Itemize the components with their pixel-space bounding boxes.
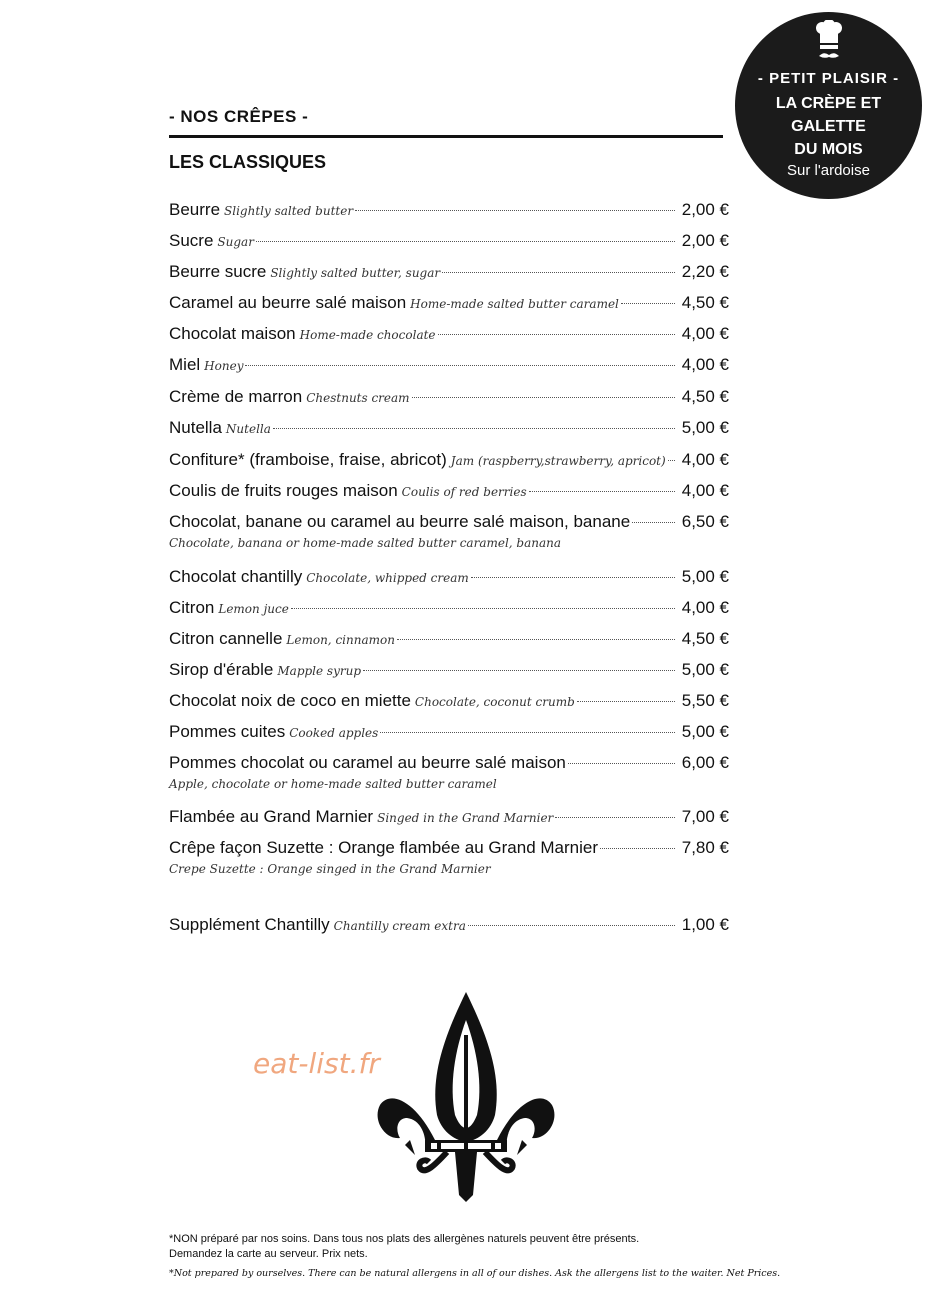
item-translation: Sugar	[217, 235, 254, 249]
item-price: 4,50 €	[681, 293, 729, 312]
menu-item	[169, 566, 729, 589]
item-name: Sirop d'érable	[169, 660, 274, 679]
item-name: Supplément Chantilly	[169, 915, 330, 934]
leader-dots	[438, 334, 675, 335]
leader-dots	[256, 241, 675, 242]
footer-line: *NON préparé par nos soins. Dans tous nos plats des allergènes naturels peuvent être présents.	[169, 1233, 640, 1245]
item-translation: Chocolate, coconut crumb	[414, 695, 575, 709]
item-name: Pommes chocolat ou caramel au beurre salé maison	[169, 753, 566, 772]
menu-item	[169, 386, 729, 409]
item-price: 5,50 €	[681, 691, 729, 710]
subsection-title: LES CLASSIQUES	[169, 152, 327, 172]
item-price: 2,20 €	[681, 262, 729, 281]
item-name: Chocolat chantilly	[169, 567, 303, 586]
item-price: 6,00 €	[681, 753, 729, 772]
item-translation: Coulis of red berries	[401, 485, 527, 499]
menu-item	[169, 511, 729, 551]
item-translation: Singed in the Grand Marnier	[377, 811, 554, 825]
badge-subtitle-line: DU MOIS	[794, 141, 863, 158]
chef-hat-icon	[813, 20, 845, 64]
leader-dots	[355, 210, 675, 211]
item-translation: Home-made chocolate	[299, 328, 436, 342]
item-price: 5,00 €	[681, 660, 729, 679]
item-name: Beurre	[169, 200, 221, 219]
item-price: 1,00 €	[681, 915, 729, 934]
leader-dots	[529, 491, 675, 492]
menu-item	[169, 261, 729, 284]
item-price: 2,00 €	[681, 231, 729, 250]
item-translation: Cooked apples	[289, 726, 379, 740]
leader-dots	[577, 701, 675, 702]
item-name: Beurre sucre	[169, 262, 267, 281]
leader-dots	[380, 732, 675, 733]
menu-item	[169, 837, 729, 877]
leader-dots	[273, 428, 675, 429]
menu-item	[169, 628, 729, 651]
item-translation: Apple, chocolate or home-made salted butter caramel	[169, 777, 497, 791]
footer-notes	[169, 1232, 781, 1281]
item-price: 4,00 €	[681, 324, 729, 343]
menu-item	[169, 230, 729, 253]
item-translation: Chocolate, banana or home-made salted butter caramel, banana	[169, 536, 562, 550]
item-name: Crème de marron	[169, 387, 303, 406]
item-translation: Jam (raspberry,strawberry, apricot)	[450, 454, 666, 468]
leader-dots	[621, 303, 675, 304]
item-translation: Honey	[204, 359, 244, 373]
item-name: Sucre	[169, 231, 214, 250]
item-translation: Slightly salted butter	[224, 204, 354, 218]
item-price: 5,00 €	[681, 722, 729, 741]
menu-item	[169, 752, 729, 792]
item-name: Chocolat maison	[169, 324, 296, 343]
leader-dots	[291, 608, 675, 609]
item-price: 4,00 €	[681, 355, 729, 374]
item-price: 5,00 €	[681, 418, 729, 437]
leader-dots	[468, 925, 675, 926]
item-translation: Nutella	[225, 422, 271, 436]
item-price: 4,00 €	[681, 450, 729, 469]
item-price: 6,50 €	[681, 512, 729, 531]
item-name: Pommes cuites	[169, 722, 286, 741]
leader-dots	[668, 460, 675, 461]
item-translation: Chantilly cream extra	[333, 919, 466, 933]
menu-item	[169, 659, 729, 682]
item-translation: Crepe Suzette : Orange singed in the Grand Marnier	[169, 862, 491, 876]
menu-item	[169, 806, 729, 829]
badge-subtitle-line: GALETTE	[791, 118, 866, 135]
footer-line: Demandez la carte au serveur. Prix nets.	[169, 1248, 368, 1260]
item-price: 4,00 €	[681, 481, 729, 500]
menu-item	[169, 354, 729, 377]
fleur-de-lis-icon	[375, 990, 557, 1205]
badge-subtitle-line: LA CRÈPE ET	[775, 95, 882, 112]
item-price: 5,00 €	[681, 567, 729, 586]
menu-item	[169, 449, 729, 472]
item-translation: Home-made salted butter caramel	[410, 297, 619, 311]
promo-badge	[735, 12, 922, 199]
item-name: Chocolat, banane ou caramel au beurre salé maison, banane	[169, 512, 631, 531]
badge-subtitle	[735, 92, 922, 161]
item-translation: Chocolate, whipped cream	[306, 571, 469, 585]
item-name: Coulis de fruits rouges maison	[169, 481, 398, 500]
item-translation: Lemon, cinnamon	[286, 633, 395, 647]
leader-dots	[397, 639, 675, 640]
leader-dots	[442, 272, 675, 273]
menu-item	[169, 690, 729, 713]
item-price: 7,80 €	[681, 838, 729, 857]
menu-item	[169, 480, 729, 503]
leader-dots	[555, 817, 675, 818]
item-name: Flambée au Grand Marnier	[169, 807, 374, 826]
item-name: Nutella	[169, 418, 222, 437]
item-name: Citron cannelle	[169, 629, 283, 648]
leader-dots	[600, 848, 675, 849]
menu-item	[169, 914, 729, 937]
item-price: 2,00 €	[681, 200, 729, 219]
item-name: Chocolat noix de coco en miette	[169, 691, 411, 710]
item-name: Caramel au beurre salé maison	[169, 293, 407, 312]
leader-dots	[632, 522, 675, 523]
menu-item	[169, 292, 729, 315]
item-translation: Slightly salted butter, sugar	[270, 266, 441, 280]
leader-dots	[245, 365, 675, 366]
item-price: 4,50 €	[681, 387, 729, 406]
item-price: 4,50 €	[681, 629, 729, 648]
menu-item	[169, 323, 729, 346]
footer-line: *Not prepared by ourselves. There can be natural allergens in all of our dishes. Ask the allergens list to the waiter. Net Prices.	[169, 1268, 781, 1279]
badge-note: Sur l'ardoise	[787, 162, 870, 179]
item-price: 4,00 €	[681, 598, 729, 617]
item-name: Miel	[169, 355, 201, 374]
leader-dots	[568, 763, 675, 764]
item-name: Confiture* (framboise, fraise, abricot)	[169, 450, 447, 469]
item-name: Crêpe façon Suzette : Orange flambée au Grand Marnier	[169, 838, 599, 857]
item-price: 7,00 €	[681, 807, 729, 826]
menu-item	[169, 417, 729, 440]
leader-dots	[412, 397, 675, 398]
item-translation: Mapple syrup	[277, 664, 362, 678]
section-title: - NOS CRÊPES -	[169, 107, 309, 126]
menu-item	[169, 597, 729, 620]
item-name: Citron	[169, 598, 215, 617]
section-divider	[169, 135, 723, 138]
leader-dots	[363, 670, 675, 671]
item-translation: Chestnuts cream	[306, 391, 410, 405]
watermark: eat-list.fr	[253, 1047, 380, 1080]
badge-title: - PETIT PLAISIR -	[757, 70, 900, 87]
item-translation: Lemon juce	[218, 602, 289, 616]
menu-item	[169, 199, 729, 222]
leader-dots	[471, 577, 675, 578]
menu-item	[169, 721, 729, 744]
